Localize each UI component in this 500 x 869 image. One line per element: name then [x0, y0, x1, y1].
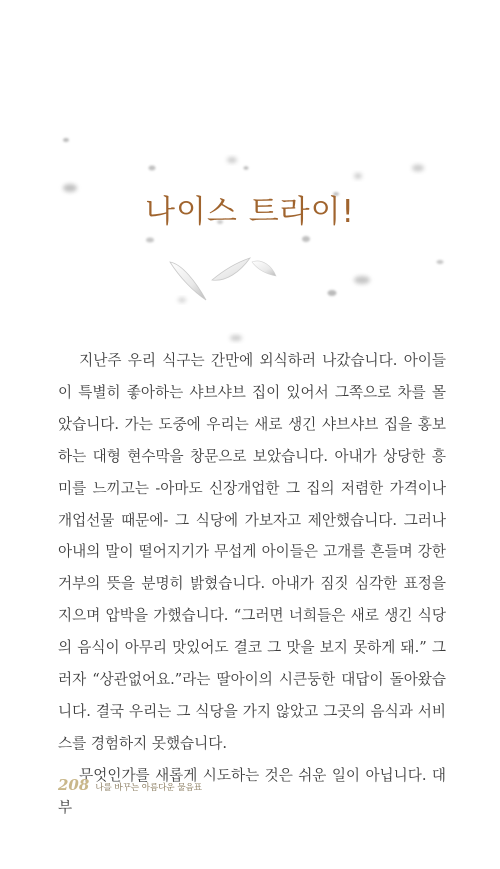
paragraph: 지난주 우리 식구는 간만에 외식하러 나갔습니다. 아이들이 특별히 좋아하는 샤브샤브 집이 있어서 그쪽으로 차를 몰았습니다. 가는 도중에 우리는 새로 생긴 샤브샤브 집을 홍보하는 대형 현수막을 창문으로 보았습니다. 아내가 상당한 흥미를 느끼고는 -아마도 신장개업한 그 집의 저렴한 가격이나 개업선물 때문에- 그 식당에 가보자고 제안했습니다. 그러나 아내의 말이 떨어지기가 무섭게 아이들은 고개를 흔들며 강한 거부의 뜻을 분명히 밝혔습니다. 아내가 짐짓 심각한 표정을 지으며 압박을 가했습니다. “그러면 너희들은 새로 생긴 식당의 음식이 아무리 맛있어도 결코 그 맛을 보지 못하게 돼.” 그러자 “상관없어요.”라는 딸아이의 시큰둥한 대답이 돌아왔습니다. 결국 우리는 그 식당을 가지 않았고 그곳의 음식과 서비스를 경험하지 못했습니다. — [58, 352, 446, 752]
body-text — [58, 345, 446, 824]
page-footer — [58, 776, 202, 796]
petal-specks — [63, 138, 444, 341]
page-number: 208 — [58, 776, 90, 794]
falling-petals-decoration — [0, 0, 500, 360]
chapter-title: 나이스 트라이! — [145, 194, 355, 230]
paragraph: 무엇인가를 새롭게 시도하는 것은 쉬운 일이 아닙니다. 대부 — [58, 766, 446, 816]
large-petals — [170, 258, 276, 300]
running-title: 나를 바꾸는 아름다운 물음표 — [95, 783, 202, 793]
